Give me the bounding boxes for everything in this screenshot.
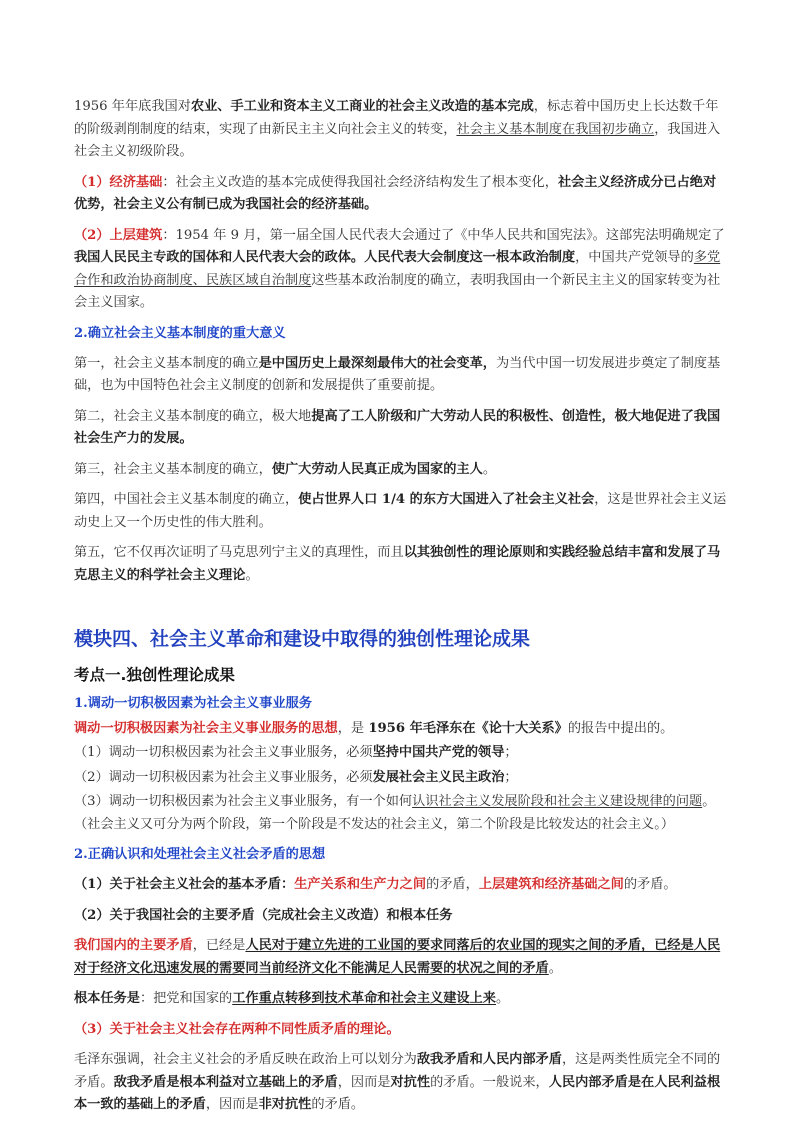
two-contradictions-heading: （3）关于社会主义社会存在两种不同性质矛盾的理论。 [74, 1021, 400, 1037]
mobilize-origin: 调动一切积极因素为社会主义事业服务的思想，是 1956 年毛泽东在《论十大关系》的报告中提出的。 [74, 720, 674, 736]
mobilize-item-3: （3）调动一切积极因素为社会主义事业服务，有一个如何认识社会主义发展阶段和社会主义建设规律的问题。（社会主义又可分为两个阶段，第一个阶段是不发达的社会主义，第二个阶段是比较发达的社会主义。） [74, 794, 716, 832]
contradiction-heading: 2.正确认识和处理社会主义社会矛盾的思想 [74, 847, 326, 862]
significance-second: 第二，社会主义基本制度的确立，极大地提高了工人阶级和广大劳动人民的积极性、创造性，极大地促进了我国社会生产力的发展。 [74, 408, 721, 446]
significance-fifth: 第五，它不仅再次证明了马克思列宁主义的真理性，而且以其独创性的理论原则和实践经验总结丰富和发展了马克思主义的科学社会主义理论。 [74, 545, 721, 583]
significance-first: 第一，社会主义基本制度的确立是中国历史上最深刻最伟大的社会变革，为当代中国一切发展进步奠定了制度基础，也为中国特色社会主义制度的创新和发展提供了重要前提。 [74, 355, 721, 393]
main-contradiction-heading: （2）关于我国社会的主要矛盾（完成社会主义改造）和根本任务 [74, 907, 453, 923]
economic-base-paragraph: （1）经济基础：社会主义改造的基本完成使得我国社会经济结构发生了根本变化，社会主义经济成分已占绝对优势，社会主义公有制已成为我国社会的经济基础。 [74, 174, 717, 212]
module-title: 模块四、社会主义革命和建设中取得的独创性理论成果 [74, 628, 531, 650]
intro-paragraph: 1956 年年底我国对农业、手工业和资本主义工商业的社会主义改造的基本完成，标志着中国历史上长达数千年的阶级剥削制度的结束，实现了由新民主主义向社会主义的转变，社会主义基本制度在我国初步确立，我国进入社会主义初级阶段。 [74, 99, 721, 159]
main-contradiction: 我们国内的主要矛盾，已经是人民对于建立先进的工业国的要求同落后的农业国的现实之间的矛盾，已经是人民对于经济文化迅速发展的需要同当前经济文化不能满足人民需要的状况之间的矛盾。 [74, 938, 721, 976]
mobilize-heading: 1.调动一切积极因素为社会主义事业服务 [74, 696, 312, 711]
superstructure-paragraph: （2）上层建筑：1954 年 9 月，第一届全国人民代表大会通过了《中华人民共和国宪法》。这部宪法明确规定了我国人民民主专政的国体和人民代表大会的政体。人民代表大会制度这一根本政治制度，中国共产党领导的多党合作和政治协商制度、民族区域自治制度这些基本政治制度的确立，表明我国由一个新民主主义的国家转变为社会主义国家。 [74, 227, 725, 310]
mao-contradictions-paragraph: 毛泽东强调，社会主义社会的矛盾反映在政治上可以划分为敌我矛盾和人民内部矛盾，这是两类性质完全不同的矛盾。敌我矛盾是根本利益对立基础上的矛盾，因而是对抗性的矛盾。一般说来，人民内部矛盾是在人民利益根本一致的基础上的矛盾，因而是非对抗性的矛盾。 [74, 1052, 721, 1112]
significance-fourth: 第四，中国社会主义基本制度的确立，使占世界人口 1/4 的东方大国进入了社会主义社会，这是世界社会主义运动史上又一个历史性的伟大胜利。 [74, 492, 727, 530]
mobilize-item-2: （2）调动一切积极因素为社会主义事业服务，必须发展社会主义民主政治； [74, 769, 518, 785]
fundamental-task: 根本任务是：把党和国家的工作重点转移到技术革命和社会主义建设上来。 [74, 991, 510, 1006]
document-page [74, 96, 729, 1125]
significance-heading: 2.确立社会主义基本制度的重大意义 [74, 325, 286, 341]
significance-third: 第三，社会主义基本制度的确立，使广大劳动人民真正成为国家的主人。 [74, 461, 496, 477]
basic-contradiction: （1）关于社会主义社会的基本矛盾：生产关系和生产力之间的矛盾，上层建筑和经济基础之间的矛盾。 [74, 877, 677, 892]
mobilize-item-1: （1）调动一切积极因素为社会主义事业服务，必须坚持中国共产党的领导； [74, 745, 518, 760]
key-point-title: 考点一.独创性理论成果 [74, 666, 235, 684]
